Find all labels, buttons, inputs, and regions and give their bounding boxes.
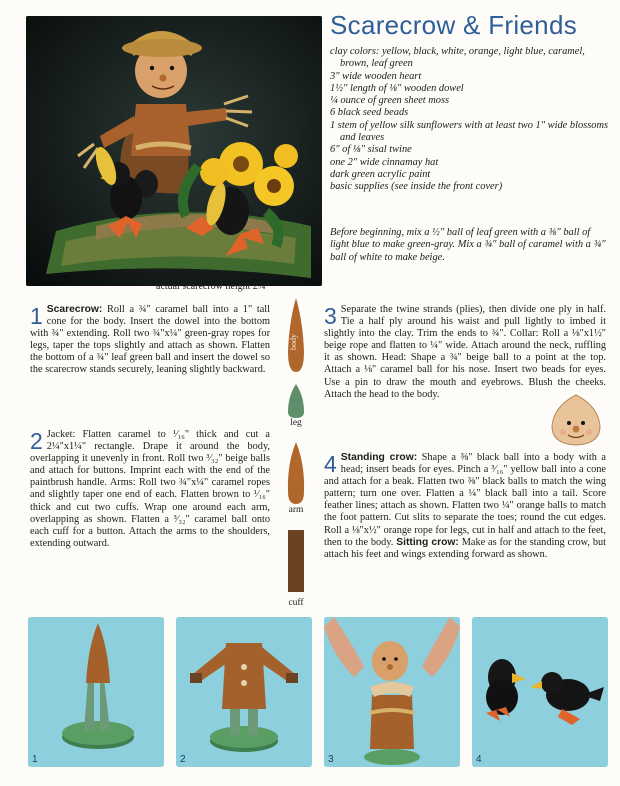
materials-item: basic supplies (see inside the front cover)	[330, 181, 503, 193]
step-photo-4	[472, 617, 608, 767]
scarecrow-face-pattern	[548, 392, 604, 448]
step-lead: Scarecrow:	[46, 304, 103, 315]
materials-item: dark green acrylic paint	[330, 168, 431, 180]
step-photo-3	[324, 617, 460, 767]
step-text: Shape a ⅜" black ball into a body with a head; insert beads for eyes. Pinch a ³⁄₁₆" yellow ball into a cone and attach for a beak. Flatten two ⅜" black balls to match the wing pattern; turn one over. Flatten a ¼" black ball into a tail. Score feather lines; attach as shown. Flatten two ¼" orange balls to match the foot pattern. Cut slits to separate the toes; round the cut edges. Roll a ⅛"x½" orange rope for legs, cut in half and attach to the feet, then to the body.	[324, 452, 606, 548]
materials-item: 1½" length of ⅛" wooden dowel	[330, 82, 464, 94]
materials-item: 6 black seed beads	[330, 107, 409, 119]
pattern-cuff-label: cuff	[288, 598, 304, 608]
materials-list	[330, 46, 610, 194]
step-number: 3	[324, 303, 337, 329]
pattern-leg-label: leg	[290, 418, 302, 428]
step-4	[324, 452, 606, 561]
photo-number: 2	[180, 754, 186, 765]
pattern-body-label: body	[289, 334, 298, 350]
step-photo-4-illustration	[472, 617, 608, 767]
photo-number: 4	[476, 754, 482, 765]
photo-number: 3	[328, 754, 334, 765]
materials-item: 3" wide wooden heart	[330, 70, 422, 82]
intro-paragraph: Before beginning, mix a ½" ball of leaf green with a ⅜" ball of light blue to make green-gray. Mix a ¾" ball of caramel with a ¾" ball of white to make beige.	[330, 227, 606, 263]
materials-item: clay colors: yellow, black, white, orange, light blue, caramel, brown, leaf green	[330, 46, 585, 70]
materials-item: one 2" wide cinnamay hat	[330, 156, 439, 168]
page-title: Scarecrow & Friends	[330, 10, 577, 40]
step-3	[324, 304, 606, 401]
step-photo-1-illustration	[28, 617, 164, 767]
pattern-shapes	[276, 292, 316, 612]
step-text-2: Make as for the standing crow, but attach his feet and wings extending forward as shown.	[324, 536, 606, 560]
pattern-shapes-illustration	[276, 292, 316, 612]
pattern-arm-label: arm	[288, 505, 304, 515]
step-2	[30, 429, 270, 550]
step-number: 2	[30, 428, 43, 454]
materials-item: 1 stem of yellow silk sunflowers with at least two 1" wide blossoms and leaves	[330, 119, 608, 144]
step-number: 4	[324, 451, 337, 477]
hero-photo	[26, 16, 322, 286]
materials-item: 6" of ⅛" sisal twine	[330, 144, 412, 156]
step-lead: Standing crow:	[340, 452, 418, 463]
step-photo-1	[28, 617, 164, 767]
step-text: Separate the twine strands (plies), then divide one ply in half. Tie a half ply around his waist and pull lightly to imbed it slightly into the clay. Trim the ends to ¾". Collar: Roll a ⅛"x1½" beige rope and flatten to ¼" wide. Attach around the neck, ruffling it as shown. Head: Shape a ¾" beige ball to a point at the top. Attach a ⅛" caramel ball for his nose. Insert two beads for eyes. Use a pin to draw the mouth and eyebrows. Blush the cheeks. Attach the head to the body.	[324, 304, 606, 400]
step-photo-2-illustration	[176, 617, 312, 767]
step-photo-3-illustration	[324, 617, 460, 767]
scarecrow-face-illustration	[548, 392, 604, 448]
photo-number: 1	[32, 754, 38, 765]
step-text: Roll a ¾" caramel ball into a 1" tall cone for the body. Insert the dowel into the bottom with ¾" extending. Roll two ¾"x¼" green-gray ropes for legs, taper the tops slightly and attach as shown. Flatten the bottom of a ¾" leaf green ball and insert the dowel so the scarecrow stands securely, leaning slightly backward.	[30, 304, 270, 376]
materials-item: ¼ ounce of green sheet moss	[330, 95, 450, 107]
step-text: Jacket: Flatten caramel to ¹⁄₁₆" thick and cut a 2¼"x1¼" rectangle. Drape it around the body, overlapping it unevenly in front. Roll two ³⁄₃₂" beige balls and attach for buttons. Imprint each with the end of the paintbrush handle. Arms: Roll two ¾"x¼" caramel ropes and slightly taper one end of each. Flatten brown to ¹⁄₁₆" thick and cut two cuffs. Wrap one around each arm, overlapping as shown. Flatten a ³⁄₃₂" caramel ball onto each cuff for a button. Attach the arms to the shoulders, extending outward.	[30, 429, 270, 549]
step-number: 1	[30, 303, 43, 329]
step-1	[30, 304, 270, 377]
step-lead-2: Sitting crow:	[396, 536, 459, 548]
scarecrow-scene-illustration	[26, 16, 322, 286]
step-photo-2	[176, 617, 312, 767]
hero-caption: actual scarecrow height 2¼"	[156, 281, 270, 292]
